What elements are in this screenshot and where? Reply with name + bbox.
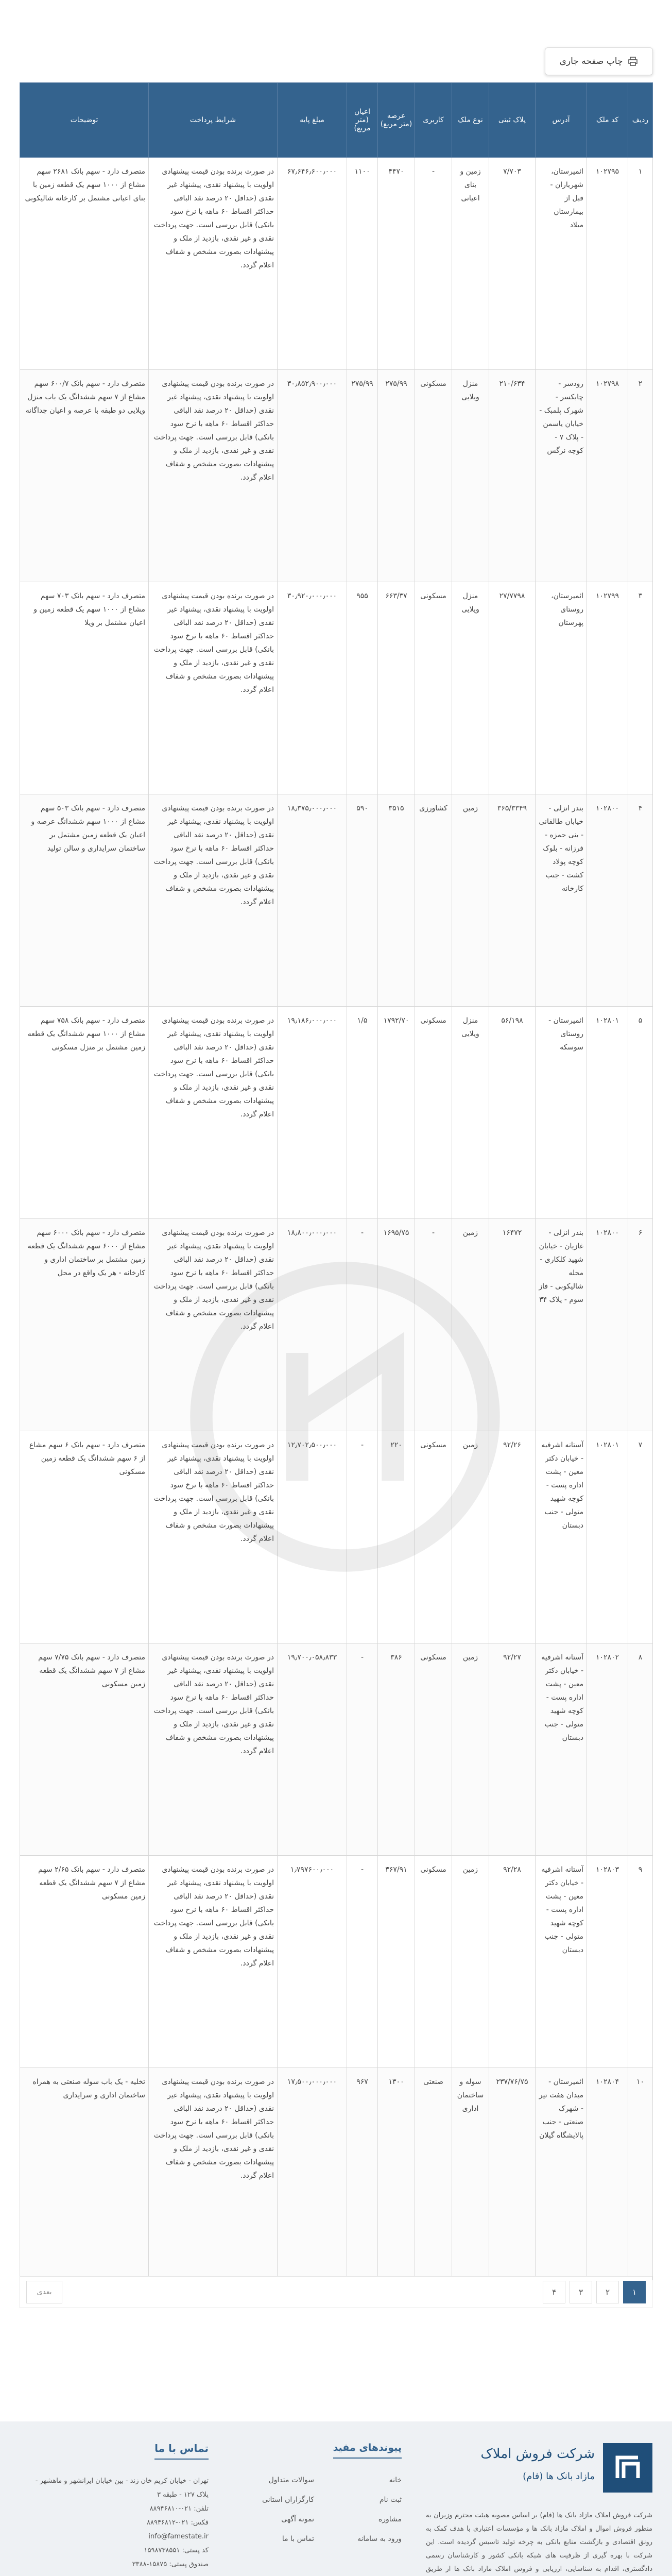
cell-row-number: ۸	[628, 1643, 653, 1856]
footer-links	[232, 2442, 402, 2543]
cell-building: -	[347, 1431, 378, 1643]
table-row	[20, 794, 653, 1007]
footer-link-register[interactable]: ثبت نام	[379, 2496, 402, 2504]
cell-usage: -	[415, 158, 452, 370]
footer-link-consult[interactable]: مشاوره	[378, 2515, 402, 2523]
cell-terms: در صورت برنده بودن قیمت پیشنهادی اولویت با پیشنهاد نقدی، پیشنهاد غیر نقدی (حداقل ۲۰ درصد نقد الباقی حداکثر اقساط ۶۰ ماهه با نرخ سود بانکی) قابل بررسی است. جهت پرداخت نقدی و غیر نقدی، بازدید از ملک و پیشنهادات بصورت مشخص و شفاف اعلام گردد.	[149, 370, 278, 582]
cell-terms: در صورت برنده بودن قیمت پیشنهادی اولویت با پیشنهاد نقدی، پیشنهاد غیر نقدی (حداقل ۲۰ درصد نقد الباقی حداکثر اقساط ۶۰ ماهه با نرخ سود بانکی) قابل بررسی است. جهت پرداخت نقدی و غیر نقدی، بازدید از ملک و پیشنهادات بصورت مشخص و شفاف اعلام گردد.	[149, 158, 278, 370]
cell-row-number: ۱	[628, 158, 653, 370]
cell-base-price: ۱٫۷۹۷۶۰۰٫۰۰۰	[278, 1856, 347, 2068]
table-row	[20, 582, 653, 794]
table-row	[20, 158, 653, 370]
contact-address: تهران - خیابان کریم خان زند - بین خیابان ایرانشهر و ماهشهر - پلاک ۱۲۷ - طبقه ۳	[35, 2477, 209, 2499]
contact-phone: تلفن: ۰۲۱-۸۸۹۴۶۸۱۰	[149, 2505, 209, 2513]
header-type: نوع ملک	[452, 83, 489, 158]
logo-subtitle: مازاد بانک ها (فام)	[523, 2471, 595, 2482]
links-title: پیوندهای مفید	[333, 2442, 402, 2459]
cell-area: ۳۶۷/۹۱	[378, 1856, 415, 2068]
cell-area: ۲۷۵/۹۹	[378, 370, 415, 582]
cell-type: زمین و بنای اعیانی	[452, 158, 489, 370]
cell-address: آستانه اشرفیه - خیابان دکتر معین - پشت اداره پست - کوچه شهید متولی - جنب دبستان	[536, 1643, 587, 1856]
table-row	[20, 1643, 653, 1856]
cell-row-number: ۳	[628, 582, 653, 794]
cell-terms: در صورت برنده بودن قیمت پیشنهادی اولویت با پیشنهاد نقدی، پیشنهاد غیر نقدی (حداقل ۲۰ درصد نقد الباقی حداکثر اقساط ۶۰ ماهه با نرخ سود بانکی) قابل بررسی است. جهت پرداخت نقدی و غیر نقدی، بازدید از ملک و پیشنهادات بصورت مشخص و شفاف اعلام گردد.	[149, 1643, 278, 1856]
cell-base-price: ۱۸٫۸۰۰٫۰۰۰٫۰۰۰	[278, 1219, 347, 1431]
cell-usage: مسکونی	[415, 1643, 452, 1856]
cell-terms: در صورت برنده بودن قیمت پیشنهادی اولویت با پیشنهاد نقدی، پیشنهاد غیر نقدی (حداقل ۲۰ درصد نقد الباقی حداکثر اقساط ۶۰ ماهه با نرخ سود بانکی) قابل بررسی است. جهت پرداخت نقدی و غیر نقدی، بازدید از ملک و پیشنهادات بصورت مشخص و شفاف اعلام گردد.	[149, 1856, 278, 2068]
cell-notes: متصرف دارد - سهم بانک ۲/۶۵ سهم مشاع از ۷ سهم ششدانگ یک قطعه زمین مسکونی	[20, 1856, 149, 2068]
table-row	[20, 1007, 653, 1219]
cell-plate: ۲۷/۷۷۹۸	[489, 582, 536, 794]
cell-code: ۱۰۲۸۰۱	[587, 1007, 628, 1219]
page-1-button[interactable]: ۱	[623, 2281, 646, 2303]
cell-code: ۱۰۲۷۹۹	[587, 582, 628, 794]
cell-plate: ۱۶۴۷۲	[489, 1219, 536, 1431]
cell-usage: صنعتی	[415, 2068, 452, 2280]
contact-title: تماس با ما	[154, 2442, 209, 2460]
contact-po-box: صندوق پستی: ۱۵۸۷۵-۳۳۸۸	[132, 2561, 209, 2568]
footer-link-sample[interactable]: نمونه آگهی	[281, 2515, 314, 2523]
print-button-label: چاپ صفحه جاری	[559, 56, 623, 66]
logo-icon	[603, 2443, 652, 2493]
logo-name: شرکت فروش املاک	[480, 2446, 595, 2462]
cell-type: زمین	[452, 794, 489, 1007]
cell-building: -	[347, 1856, 378, 2068]
cell-notes: متصرف دارد - سهم بانک ۷۰۳ سهم مشاع از ۱۰۰۰ سهم یک قطعه زمین و اعیان مشتمل بر ویلا	[20, 582, 149, 794]
cell-code: ۱۰۲۸۰۰	[587, 1219, 628, 1431]
table-row	[20, 1856, 653, 2068]
cell-usage: مسکونی	[415, 1431, 452, 1643]
cell-building: ۵۹۰	[347, 794, 378, 1007]
cell-notes: متصرف دارد - سهم بانک ۶۰۰۰ سهم مشاع از ۶۰۰۰ سهم ششدانگ یک قطعه زمین مشتمل بر ساختمان اداری و کارخانه - هر یک واقع در محل	[20, 1219, 149, 1431]
properties-table	[20, 82, 653, 2280]
pagination	[20, 2276, 652, 2308]
cell-plate: ۲۳۷/۷۶/۷۵	[489, 2068, 536, 2280]
cell-area: ۱۶۹۵/۷۵	[378, 1219, 415, 1431]
header-usage: کاربری	[415, 83, 452, 158]
header-base-price: مبلغ پایه	[278, 83, 347, 158]
cell-usage: مسکونی	[415, 1007, 452, 1219]
contact-fax: فکس: ۰۲۱-۸۸۹۴۶۸۱۲	[147, 2519, 209, 2527]
cell-address: رودسر - چابکسر - شهرک پلمبک - خیابان یاسمن - پلاک ۷ - کوچه نرگس	[536, 370, 587, 582]
cell-notes: متصرف دارد - سهم بانک ۶۰۰/۷ سهم مشاع از ۷ سهم ششدانگ یک باب منزل ویلایی دو طبقه با عرصه و اعیان جداگانه	[20, 370, 149, 582]
cell-type: زمین	[452, 1431, 489, 1643]
cell-area: ۶۶۳/۳۷	[378, 582, 415, 794]
cell-type: سوله و ساختمان اداری	[452, 2068, 489, 2280]
footer-link-brokers[interactable]: کارگزاران استانی	[262, 2496, 314, 2504]
cell-plate: ۳۶۵/۳۳۴۹	[489, 794, 536, 1007]
cell-terms: در صورت برنده بودن قیمت پیشنهادی اولویت با پیشنهاد نقدی، پیشنهاد غیر نقدی (حداقل ۲۰ درصد نقد الباقی حداکثر اقساط ۶۰ ماهه با نرخ سود بانکی) قابل بررسی است. جهت پرداخت نقدی و غیر نقدی، بازدید از ملک و پیشنهادات بصورت مشخص و شفاف اعلام گردد.	[149, 1007, 278, 1219]
cell-terms: در صورت برنده بودن قیمت پیشنهادی اولویت با پیشنهاد نقدی، پیشنهاد غیر نقدی (حداقل ۲۰ درصد نقد الباقی حداکثر اقساط ۶۰ ماهه با نرخ سود بانکی) قابل بررسی است. جهت پرداخت نقدی و غیر نقدی، بازدید از ملک و پیشنهادات بصورت مشخص و شفاف اعلام گردد.	[149, 2068, 278, 2280]
header-building: اعیان (متر مربع)	[347, 83, 378, 158]
cell-usage: مسکونی	[415, 582, 452, 794]
cell-building: ۱/۵	[347, 1007, 378, 1219]
footer-link-login[interactable]: ورود به سامانه	[357, 2535, 402, 2543]
table-row	[20, 1219, 653, 1431]
table-row	[20, 1431, 653, 1643]
cell-area: ۳۵۱۵	[378, 794, 415, 1007]
print-icon	[628, 56, 638, 66]
header-area: عرصه (متر مربع)	[378, 83, 415, 158]
header-notes: توضیحات	[20, 83, 149, 158]
cell-address: ائمیرستان - میدان هفت تیر - شهرک صنعتی - جنب پالایشگاه گیلان	[536, 2068, 587, 2280]
header-row-number: ردیف	[628, 83, 653, 158]
cell-plate: ۷/۷۰۳	[489, 158, 536, 370]
table-header-row	[20, 83, 653, 158]
cell-row-number: ۱۰	[628, 2068, 653, 2280]
cell-terms: در صورت برنده بودن قیمت پیشنهادی اولویت با پیشنهاد نقدی، پیشنهاد غیر نقدی (حداقل ۲۰ درصد نقد الباقی حداکثر اقساط ۶۰ ماهه با نرخ سود بانکی) قابل بررسی است. جهت پرداخت نقدی و غیر نقدی، بازدید از ملک و پیشنهادات بصورت مشخص و شفاف اعلام گردد.	[149, 582, 278, 794]
cell-notes: متصرف دارد - سهم بانک ۲۶۸۱ سهم مشاع از ۱۰۰۰ سهم یک قطعه زمین با بنای اعیانی مشتمل بر کارخانه شالیکوبی	[20, 158, 149, 370]
cell-usage: -	[415, 1219, 452, 1431]
cell-plate: ۹۲/۲۸	[489, 1856, 536, 2068]
cell-code: ۱۰۲۷۹۸	[587, 370, 628, 582]
cell-base-price: ۱۷٫۵۰۰٫۰۰۰٫۰۰۰	[278, 2068, 347, 2280]
cell-address: آستانه اشرفیه - خیابان دکتر معین - پشت اداره پست - کوچه شهید متولی - جنب دبستان	[536, 1431, 587, 1643]
footer-logo[interactable]	[426, 2443, 652, 2505]
contact-email[interactable]: info@famestate.ir	[148, 2533, 209, 2540]
cell-terms: در صورت برنده بودن قیمت پیشنهادی اولویت با پیشنهاد نقدی، پیشنهاد غیر نقدی (حداقل ۲۰ درصد نقد الباقی حداکثر اقساط ۶۰ ماهه با نرخ سود بانکی) قابل بررسی است. جهت پرداخت نقدی و غیر نقدی، بازدید از ملک و پیشنهادات بصورت مشخص و شفاف اعلام گردد.	[149, 794, 278, 1007]
cell-base-price: ۱۸٫۳۷۵٫۰۰۰٫۰۰۰	[278, 794, 347, 1007]
cell-area: ۱۳۰۰	[378, 2068, 415, 2280]
table-row	[20, 2068, 653, 2280]
cell-building: -	[347, 1643, 378, 1856]
next-page-button[interactable]: بعدی	[26, 2281, 62, 2303]
cell-plate: ۹۲/۲۷	[489, 1643, 536, 1856]
cell-usage: مسکونی	[415, 370, 452, 582]
footer-link-faq[interactable]: سوالات متداول	[268, 2476, 314, 2484]
cell-address: ائمیرستان - روستای سوسکه	[536, 1007, 587, 1219]
cell-address: بندر انزلی - غازیان - خیابان شهید کلکاری - محله شالیکوبی - فاز سوم - پلاک ۳۴	[536, 1219, 587, 1431]
cell-area: ۳۸۶	[378, 1643, 415, 1856]
footer-link-contact[interactable]: تماس با ما	[282, 2535, 314, 2543]
cell-plate: ۲۱۰/۶۳۴	[489, 370, 536, 582]
cell-row-number: ۵	[628, 1007, 653, 1219]
cell-plate: ۵۶/۱۹۸	[489, 1007, 536, 1219]
cell-type: زمین	[452, 1219, 489, 1431]
page-2-button[interactable]: ۲	[596, 2281, 619, 2303]
header-terms: شرایط پرداخت	[149, 83, 278, 158]
cell-terms: در صورت برنده بودن قیمت پیشنهادی اولویت با پیشنهاد نقدی، پیشنهاد غیر نقدی (حداقل ۲۰ درصد نقد الباقی حداکثر اقساط ۶۰ ماهه با نرخ سود بانکی) قابل بررسی است. جهت پرداخت نقدی و غیر نقدی، بازدید از ملک و پیشنهادات بصورت مشخص و شفاف اعلام گردد.	[149, 1431, 278, 1643]
cell-address: ائمیرستان، روستای پهرستان	[536, 582, 587, 794]
page-4-button[interactable]: ۴	[543, 2281, 565, 2303]
cell-usage: مسکونی	[415, 1856, 452, 2068]
footer-link-home[interactable]: خانه	[389, 2476, 402, 2484]
cell-notes: تخلیه - یک باب سوله صنعتی به همراه ساختمان اداری و سرایداری	[20, 2068, 149, 2280]
cell-usage: کشاورزی	[415, 794, 452, 1007]
cell-type: زمین	[452, 1643, 489, 1856]
header-code: کد ملک	[587, 83, 628, 158]
cell-address: ائمیرستان، شهریاران - قبل از بیمارستان میلاد	[536, 158, 587, 370]
cell-notes: متصرف دارد - سهم بانک ۶ سهم مشاع از ۶ سهم ششدانگ یک قطعه زمین مسکونی	[20, 1431, 149, 1643]
cell-building: ۹۵۵	[347, 582, 378, 794]
cell-notes: متصرف دارد - سهم بانک ۵۰۳ سهم مشاع از ۱۰۰۰ سهم ششدانگ عرصه و اعیان یک قطعه زمین مشتمل بر ساختمان سرایداری و سالن تولید	[20, 794, 149, 1007]
cell-building: -	[347, 1219, 378, 1431]
cell-address: بندر انزلی - خیابان طالقانی - بنی حمزه - فرزانه - بلوک کوچه پولاد کشت - جنب کارخانه	[536, 794, 587, 1007]
cell-code: ۱۰۲۸۰۱	[587, 1431, 628, 1643]
cell-base-price: ۱۹٫۱۸۶٫۰۰۰٫۰۰۰	[278, 1007, 347, 1219]
cell-type: منزل ویلایی	[452, 370, 489, 582]
cell-base-price: ۳۰٫۸۵۲٫۹۰۰٫۰۰۰	[278, 370, 347, 582]
cell-type: منزل ویلایی	[452, 582, 489, 794]
cell-code: ۱۰۲۸۰۲	[587, 1643, 628, 1856]
cell-notes: متصرف دارد - سهم بانک ۷۵۸ سهم مشاع از ۱۰۰۰ سهم ششدانگ یک قطعه زمین مشتمل بر منزل مسکونی	[20, 1007, 149, 1219]
cell-code: ۱۰۲۷۹۵	[587, 158, 628, 370]
cell-base-price: ۱۹٫۷۰۰٫۰۵۸٫۸۳۳	[278, 1643, 347, 1856]
print-button[interactable]	[545, 47, 653, 75]
cell-row-number: ۶	[628, 1219, 653, 1431]
footer-contact	[33, 2442, 209, 2576]
cell-base-price: ۶۷٫۶۴۶٫۶۰۰٫۰۰۰	[278, 158, 347, 370]
cell-type: زمین	[452, 1856, 489, 2068]
cell-code: ۱۰۲۸۰۳	[587, 1856, 628, 2068]
cell-terms: در صورت برنده بودن قیمت پیشنهادی اولویت با پیشنهاد نقدی، پیشنهاد غیر نقدی (حداقل ۲۰ درصد نقد الباقی حداکثر اقساط ۶۰ ماهه با نرخ سود بانکی) قابل بررسی است. جهت پرداخت نقدی و غیر نقدی، بازدید از ملک و پیشنهادات بصورت مشخص و شفاف اعلام گردد.	[149, 1219, 278, 1431]
about-text: شرکت فروش املاک مازاد بانک ها (فام) بر اساس مصوبه هیئت محترم وزیران به منظور فروش اموال و املاک مازاد بانک ها و مؤسسات اعتباری با هدف کمک به رونق اقتصادی و بازگشت منابع بانکی به چرخه تولید تاسیس گردیده است. این شرکت با بهره گیری از ظرفیت های شبکه بانکی کشور و کارشناسان رسمی دادگستری، اقدام به شناسایی، ارزیابی و فروش املاک مازاد بانک ها از طریق	[426, 2512, 652, 2573]
header-plate: پلاک ثبتی	[489, 83, 536, 158]
cell-plate: ۹۲/۲۶	[489, 1431, 536, 1643]
cell-row-number: ۴	[628, 794, 653, 1007]
cell-area: ۲۲۰	[378, 1431, 415, 1643]
cell-area: ۴۴۷۰	[378, 158, 415, 370]
cell-type: منزل ویلایی	[452, 1007, 489, 1219]
cell-notes: متصرف دارد - سهم بانک ۷/۷۵ سهم مشاع از ۷ سهم ششدانگ یک قطعه زمین مسکونی	[20, 1643, 149, 1856]
cell-base-price: ۳۰٫۹۲۰٫۰۰۰٫۰۰۰	[278, 582, 347, 794]
cell-building: ۱۱۰۰	[347, 158, 378, 370]
cell-building: ۲۷۵/۹۹	[347, 370, 378, 582]
footer	[0, 2421, 672, 2576]
cell-building: ۹۶۷	[347, 2068, 378, 2280]
cell-code: ۱۰۲۸۰۴	[587, 2068, 628, 2280]
contact-postal-code: کد پستی: ۱۵۹۸۷۳۸۵۵۱	[144, 2547, 209, 2554]
header-address: آدرس	[536, 83, 587, 158]
cell-row-number: ۹	[628, 1856, 653, 2068]
cell-base-price: ۱۲٫۷۰۲٫۵۰۰٫۰۰۰	[278, 1431, 347, 1643]
cell-address: آستانه اشرفیه - خیابان دکتر معین - پشت اداره پست - کوچه شهید متولی - جنب دبستان	[536, 1856, 587, 2068]
table-row	[20, 370, 653, 582]
cell-code: ۱۰۲۸۰۰	[587, 794, 628, 1007]
cell-row-number: ۲	[628, 370, 653, 582]
page-3-button[interactable]: ۳	[570, 2281, 592, 2303]
cell-row-number: ۷	[628, 1431, 653, 1643]
cell-area: ۱۷۹۲/۷۰	[378, 1007, 415, 1219]
